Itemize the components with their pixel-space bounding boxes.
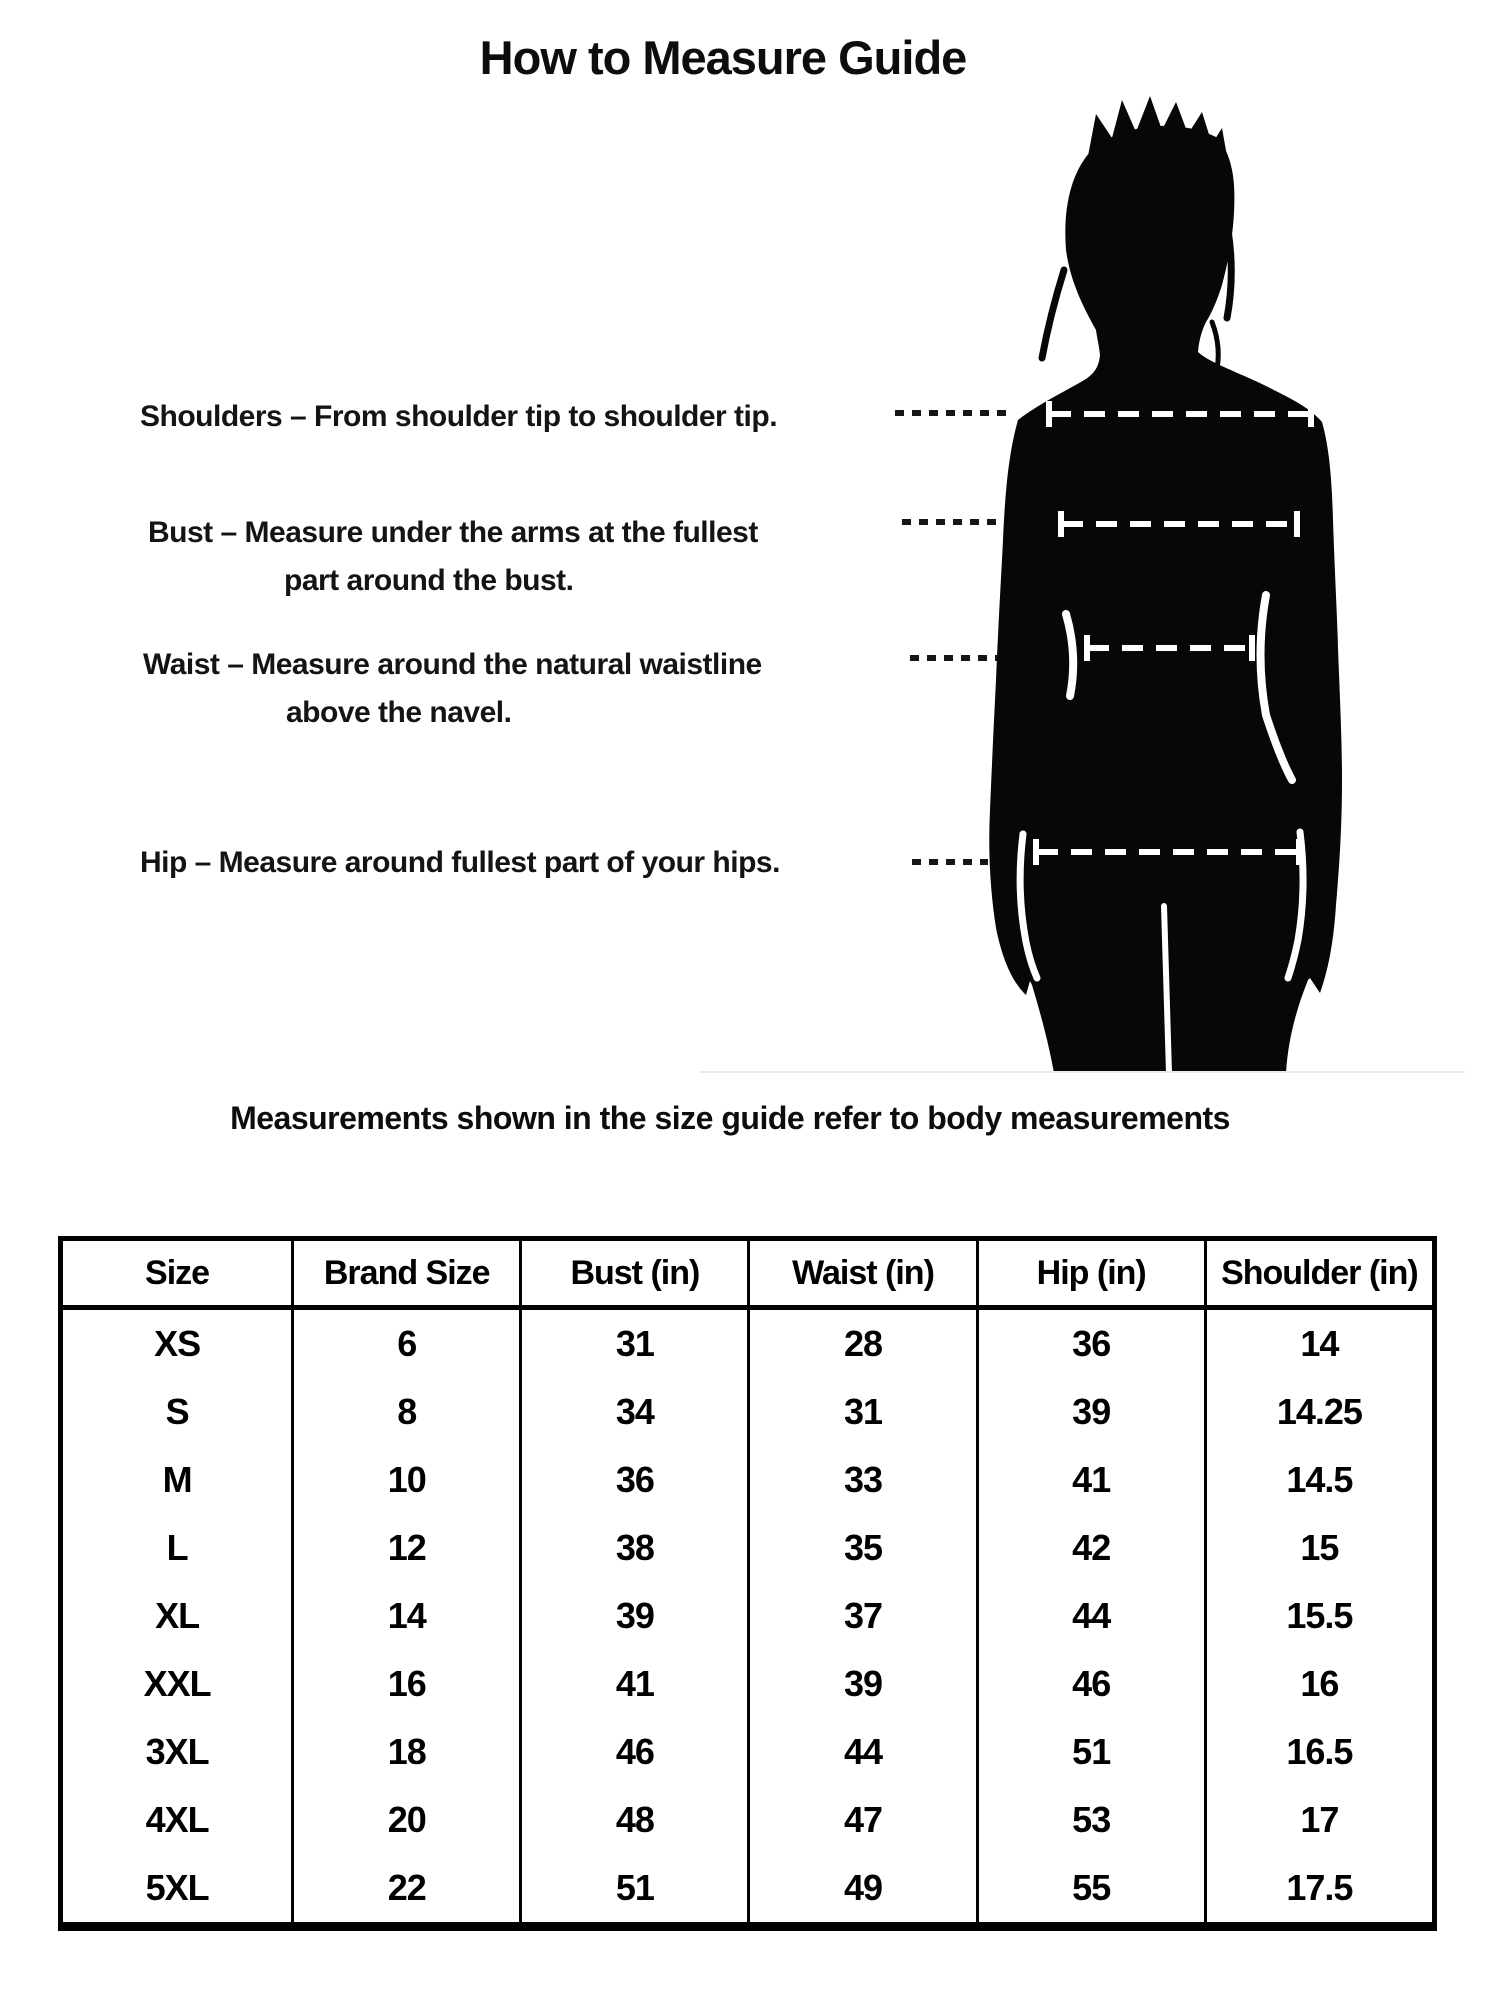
column-header-hip-in: Hip (in) <box>976 1241 1204 1310</box>
size-cell: 39 <box>519 1582 747 1650</box>
size-cell: 46 <box>976 1650 1204 1718</box>
size-cell: 17 <box>1204 1786 1432 1854</box>
size-row-xxl <box>63 1650 1432 1718</box>
size-cell: 14.25 <box>1204 1378 1432 1446</box>
size-cell: 3XL <box>145 1731 209 1772</box>
size-cell: XL <box>155 1595 200 1636</box>
size-cell: 55 <box>976 1854 1204 1922</box>
size-cell: 15 <box>1204 1514 1432 1582</box>
size-cell: XS <box>154 1323 201 1364</box>
size-cell: 39 <box>976 1378 1204 1446</box>
column-header-shoulder-in: Shoulder (in) <box>1204 1241 1432 1310</box>
size-row-s <box>63 1378 1432 1446</box>
size-cell: 16 <box>291 1650 519 1718</box>
column-header-brand-size: Brand Size <box>291 1241 519 1310</box>
size-cell: 16 <box>1204 1650 1432 1718</box>
hair-bun <box>1088 96 1228 170</box>
subtitle: Measurements shown in the size guide refer to body measurements <box>230 1100 1230 1136</box>
size-cell: 20 <box>291 1786 519 1854</box>
size-cell: 31 <box>747 1378 975 1446</box>
size-chart-body <box>63 1310 1432 1922</box>
size-cell: 15.5 <box>1204 1582 1432 1650</box>
size-row-xs <box>63 1310 1432 1378</box>
page-title: How to Measure Guide <box>479 31 967 84</box>
size-row-4xl <box>63 1786 1432 1854</box>
size-cell: 44 <box>976 1582 1204 1650</box>
size-cell: 51 <box>976 1718 1204 1786</box>
size-cell: 14 <box>291 1582 519 1650</box>
waist-instruction-line1: Waist – Measure around the natural waistline <box>143 648 762 681</box>
size-cell: 34 <box>519 1378 747 1446</box>
size-cell: 33 <box>747 1446 975 1514</box>
size-cell: 39 <box>747 1650 975 1718</box>
size-cell: 14.5 <box>1204 1446 1432 1514</box>
size-row-m <box>63 1446 1432 1514</box>
size-cell: 17.5 <box>1204 1854 1432 1922</box>
size-cell: 10 <box>291 1446 519 1514</box>
size-cell: 51 <box>519 1854 747 1922</box>
size-row-l <box>63 1514 1432 1582</box>
size-cell: 37 <box>747 1582 975 1650</box>
size-cell: L <box>166 1527 188 1568</box>
size-cell: 49 <box>747 1854 975 1922</box>
bust-instruction-line2: part around the bust. <box>284 564 574 597</box>
bust-instruction-line1: Bust – Measure under the arms at the fullest <box>148 516 758 549</box>
size-cell: 35 <box>747 1514 975 1582</box>
column-header-size: Size <box>63 1241 291 1310</box>
hip-instruction: Hip – Measure around fullest part of your hips. <box>140 846 780 879</box>
size-cell: 5XL <box>145 1867 209 1908</box>
size-row-5xl <box>63 1854 1432 1922</box>
hair-wisp-left <box>1042 270 1064 358</box>
size-cell: 6 <box>291 1310 519 1378</box>
size-cell: 36 <box>976 1310 1204 1378</box>
size-cell: 38 <box>519 1514 747 1582</box>
size-cell: 4XL <box>145 1799 209 1840</box>
size-cell: 46 <box>519 1718 747 1786</box>
size-cell: 53 <box>976 1786 1204 1854</box>
female-body-silhouette <box>760 90 1460 1075</box>
size-cell: 48 <box>519 1786 747 1854</box>
size-cell: 31 <box>519 1310 747 1378</box>
size-cell: XXL <box>143 1663 211 1704</box>
column-header-waist-in: Waist (in) <box>747 1241 975 1310</box>
size-cell: 44 <box>747 1718 975 1786</box>
figure-crop-edge <box>700 1071 1465 1073</box>
size-chart-header <box>63 1241 1432 1310</box>
size-cell: 28 <box>747 1310 975 1378</box>
hair-wisp-right <box>1227 230 1231 318</box>
shoulders-instruction: Shoulders – From shoulder tip to shoulder tip. <box>140 400 778 433</box>
size-cell: M <box>162 1459 192 1500</box>
waist-instruction-line2: above the navel. <box>286 696 512 729</box>
size-cell: 42 <box>976 1514 1204 1582</box>
size-cell: 14 <box>1204 1310 1432 1378</box>
size-cell: 8 <box>291 1378 519 1446</box>
size-cell: 22 <box>291 1854 519 1922</box>
size-cell: 18 <box>291 1718 519 1786</box>
size-cell: S <box>165 1391 189 1432</box>
size-chart-table <box>58 1236 1437 1931</box>
size-cell: 41 <box>976 1446 1204 1514</box>
size-cell: 41 <box>519 1650 747 1718</box>
size-row-3xl <box>63 1718 1432 1786</box>
header-row <box>63 1241 1432 1310</box>
size-cell: 36 <box>519 1446 747 1514</box>
size-row-xl <box>63 1582 1432 1650</box>
column-header-bust-in: Bust (in) <box>519 1241 747 1310</box>
size-cell: 47 <box>747 1786 975 1854</box>
size-cell: 16.5 <box>1204 1718 1432 1786</box>
size-cell: 12 <box>291 1514 519 1582</box>
